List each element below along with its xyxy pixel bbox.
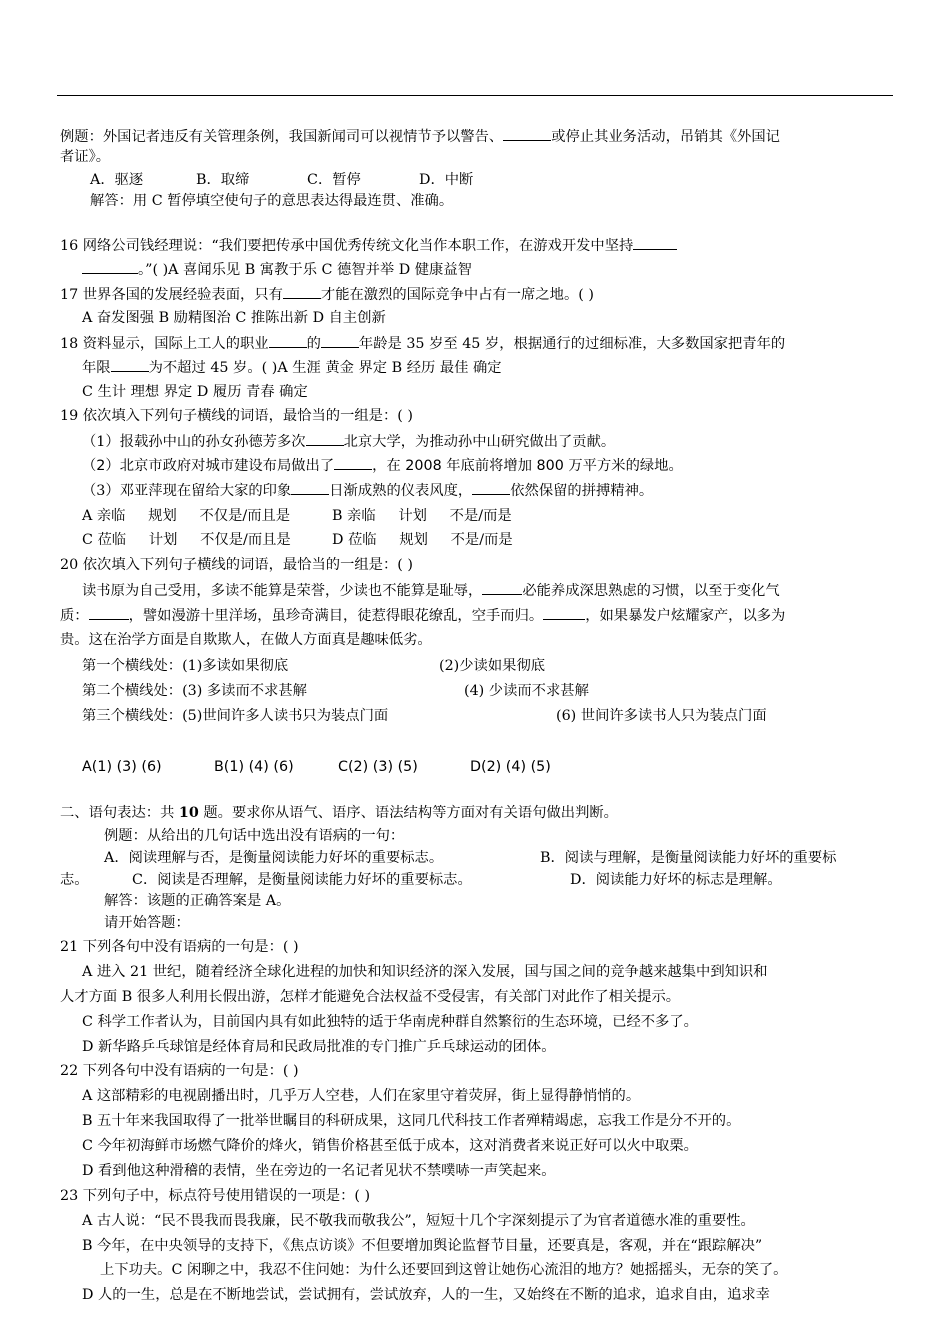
- question-18-options: C 生计 理想 界定 D 履历 青春 确定: [82, 384, 308, 400]
- fill-blank: [89, 605, 129, 620]
- fill-blank: [111, 357, 149, 372]
- question-19: 19 依次填入下列句子横线的词语，最恰当的一组是：( ): [60, 408, 413, 424]
- option-b: B．取缔: [196, 172, 250, 188]
- question-20-choices: A(1) (3) (6) B(1) (4) (6) C(2) (3) (5) D(2) (4) (5): [82, 759, 551, 775]
- question-22: 22 下列各句中没有语病的一句是：( ): [60, 1063, 299, 1079]
- question-20-blank-2: 第二个横线处：(3) 多读而不求甚解 (4) 少读而不求甚解: [82, 683, 589, 699]
- question-22-option-b: B 五十年来我国取得了一批举世瞩目的科研成果，这同几代科技工作者殚精竭虑，忘我工作是分不开的。: [82, 1113, 741, 1129]
- section-2-start: 请开始答题：: [104, 915, 190, 931]
- question-19-options-cd: C 莅临 计划 不仅是/而且是 D 莅临 规划 不是/而是: [82, 532, 513, 548]
- question-21-option-c: C 科学工作者认为，目前国内具有如此独特的适于华南虎种群自然繁衍的生态环境，已经不多了。: [82, 1014, 698, 1030]
- fill-blank: [291, 480, 329, 495]
- question-16: 16 网络公司钱经理说：“我们要把传承中国优秀传统文化当作本职工作，在游戏开发中坚持: [60, 235, 677, 256]
- question-23-option-a: A 古人说：“民不畏我而畏我廉，民不敬我而敬我公”，短短十几个字深刻提示了为官者道德水准的重要性。: [82, 1213, 755, 1229]
- question-22-option-a: A 这部精彩的电视剧播出时，几乎万人空巷，人们在家里守着荧屏，街上显得静悄悄的。: [82, 1088, 641, 1104]
- question-17: 17 世界各国的发展经验表面，只有 才能在激烈的国际竞争中占有一席之地。( ): [60, 284, 594, 305]
- option-a: A．驱逐: [90, 172, 144, 188]
- question-21: 21 下列各句中没有语病的一句是：( ): [60, 939, 299, 955]
- question-21-option-b: 人才方面 B 很多人利用长假出游，怎样才能避免合法权益不受侵害，有关部门对此作了相关提示。: [60, 989, 681, 1005]
- question-21-option-a: A 进入 21 世纪，随着经济全球化进程的加快和知识经济的深入发展，国与国之间的竞争越来越集中到知识和: [82, 964, 768, 980]
- question-20-passage: 读书原为自己受用，多读不能算是荣誉，少读也不能算是耻辱， 必能养成深思熟虑的习惯，以至于变化气: [82, 580, 780, 601]
- fill-blank: [82, 259, 138, 274]
- example-line: 例题：外国记者违反有关管理条例，我国新闻司可以视情节予以警告、 或停止其业务活动，吊销其《外国记: [60, 126, 780, 147]
- question-20-passage: 质： ，譬如漫游十里洋场，虽珍奇满目，徒惹得眼花缭乱，空手而归。 ，如果暴发户炫耀家产，以多为: [60, 605, 785, 626]
- example-line: 者证》。: [60, 149, 111, 165]
- section-2-example-options: A．阅读理解与否，是衡量阅读能力好坏的重要标志。 B．阅读与理解，是衡量阅读能力好坏的重要标: [104, 850, 837, 866]
- fill-blank: [482, 580, 522, 595]
- question-20-blank-1: 第一个横线处：(1)多读如果彻底 (2)少读如果彻底: [82, 658, 546, 674]
- fill-blank: [633, 235, 677, 250]
- question-19-sentence-1: （1）报载孙中山的孙女孙德芳多次 北京大学，为推动孙中山研究做出了贡献。: [82, 431, 615, 452]
- fill-blank: [472, 480, 510, 495]
- question-23-option-d: D 人的一生，总是在不断地尝试，尝试拥有，尝试放弃，人的一生，又始终在不断的追求，追求自由，追求幸: [82, 1287, 770, 1303]
- example-options: [90, 170, 473, 190]
- question-18: 18 资料显示，国际上工人的职业 的 年龄是 35 岁至 45 岁，根据通行的过细标准，大多数国家把青年的: [60, 333, 785, 354]
- question-23-option-c: 上下功夫。C 闲聊之中，我忍不住问她：为什么还要回到这曾让她伤心流泪的地方？她摇摇头，无奈的笑了。: [100, 1262, 788, 1278]
- fill-blank: [543, 605, 585, 620]
- header-rule: [57, 95, 893, 96]
- question-19-options-ab: A 亲临 规划 不仅是/而且是 B 亲临 计划 不是/而是: [82, 508, 512, 524]
- example-answer: 解答：用 C 暂停填空使句子的意思表达得最连贯、准确。: [90, 193, 454, 209]
- section-2-example: 例题：从给出的几句话中选出没有语病的一句：: [104, 828, 405, 844]
- option-d: D．中断: [419, 172, 474, 188]
- question-22-option-c: C 今年初海鲜市场燃气降价的烽火，销售价格甚至低于成本，这对消费者来说正好可以火中取栗。: [82, 1138, 698, 1154]
- fill-blank: [269, 333, 307, 348]
- question-19-sentence-2: （2）北京市政府对城市建设布局做出了 ，在 2008 年底前将增加 800 万平方米的绿地。: [82, 455, 683, 476]
- question-21-option-d: D 新华路乒乓球馆是经体育局和民政局批准的专门推广乒乓球运动的团体。: [82, 1039, 556, 1055]
- question-22-option-d: D 看到他这种滑稽的表情，坐在旁边的一名记者见状不禁噗哧一声笑起来。: [82, 1163, 556, 1179]
- fill-blank: [306, 431, 344, 446]
- question-19-sentence-3: （3）邓亚萍现在留给大家的印象 日渐成熟的仪表风度， 依然保留的拼搏精神。: [82, 480, 653, 501]
- question-16-line2: 。”( )A 喜闻乐见 B 寓教于乐 C 德智并举 D 健康益智: [82, 259, 472, 280]
- section-2-example-options: 志。 C．阅读是否理解，是衡量阅读能力好坏的重要标志。 D．阅读能力好坏的标志是理解。: [60, 872, 782, 888]
- fill-blank: [283, 284, 321, 299]
- fill-blank: [334, 455, 372, 470]
- fill-blank: [503, 126, 551, 141]
- question-17-options: A 奋发图强 B 励精图治 C 推陈出新 D 自主创新: [82, 310, 386, 326]
- question-23-option-b: B 今年，在中央领导的支持下，《焦点访谈》不但要增加舆论监督节目量，还要真是，客观，并在“跟踪解决”: [82, 1238, 763, 1254]
- section-2-answer: 解答：该题的正确答案是 A。: [104, 893, 291, 909]
- question-20: 20 依次填入下列句子横线的词语，最恰当的一组是：( ): [60, 557, 413, 573]
- question-18-line2: 年限 为不超过 45 岁。( )A 生涯 黄金 界定 B 经历 最佳 确定: [82, 357, 502, 378]
- question-20-blank-3: 第三个横线处：(5)世间许多人读书只为装点门面 (6) 世间许多读书人只为装点门面: [82, 708, 767, 724]
- option-c: C．暂停: [307, 172, 361, 188]
- question-20-passage: 贵。这在治学方面是自欺欺人，在做人方面真是趣味低劣。: [60, 632, 432, 648]
- question-23: 23 下列句子中，标点符号使用错误的一项是：( ): [60, 1188, 371, 1204]
- section-2-heading: 二、语句表达：共 10 题。要求你从语气、语序、语法结构等方面对有关语句做出判断。: [60, 805, 618, 821]
- fill-blank: [321, 333, 359, 348]
